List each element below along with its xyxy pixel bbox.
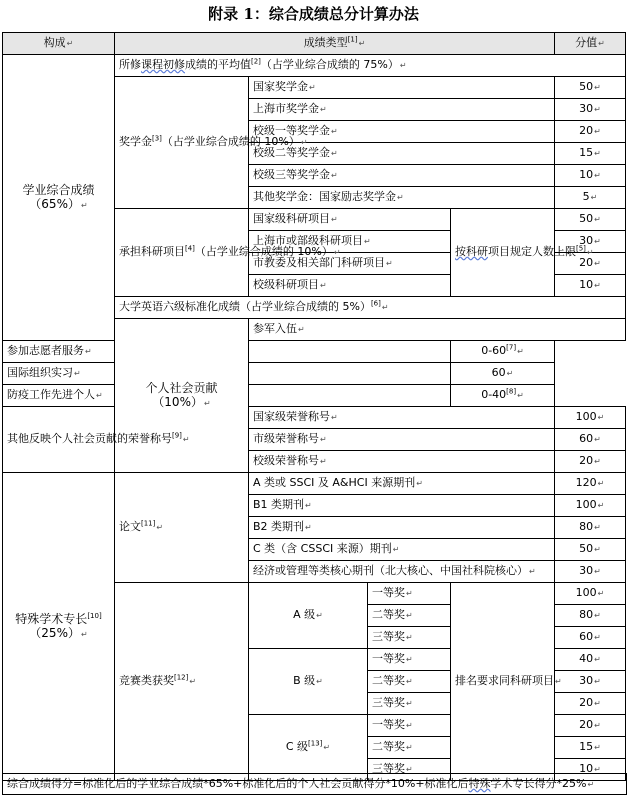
- scholarship-item: 校级二等奖学金↵: [249, 143, 555, 165]
- social-score: 0-60[7]↵: [451, 341, 555, 363]
- honor-item: 市级荣誉称号↵: [249, 429, 555, 451]
- table-row: [3, 407, 626, 429]
- research-score: 10↵: [555, 275, 626, 297]
- contest-score: 20↵: [555, 715, 626, 737]
- research-label: 承担科研项目[4]（占学业综合成绩的 10%）↵: [115, 209, 249, 297]
- contest-prize: 二等奖↵: [368, 671, 451, 693]
- social-item: 防疫工作先进个人↵: [3, 385, 451, 407]
- table-row: [3, 55, 626, 77]
- paper-label: 论文[11]↵: [115, 473, 249, 583]
- header-composition: 构成↵: [3, 33, 115, 55]
- scholarship-label: 奖学金[3]（占学业综合成绩的 10%）↵: [115, 77, 249, 209]
- social-category: 个人社会贡献 （10%）↵: [115, 319, 249, 473]
- contest-score: 100↵: [555, 583, 626, 605]
- honor-item: 国家级荣誉称号↵: [249, 407, 555, 429]
- contest-prize: 一等奖↵: [368, 715, 451, 737]
- academic-weight: （65%）↵: [29, 196, 88, 211]
- honor-label: 其他反映个人社会贡献的荣誉称号[9]↵: [3, 407, 115, 473]
- contest-prize: 三等奖↵: [368, 693, 451, 715]
- scholarship-item: 上海市奖学金↵: [249, 99, 555, 121]
- contest-prize: 一等奖↵: [368, 583, 451, 605]
- social-item: 参加志愿者服务↵: [3, 341, 451, 363]
- contest-score: 10↵: [555, 759, 626, 781]
- research-item: 上海市或部级科研项目↵: [249, 231, 451, 253]
- contest-score: 20↵: [555, 693, 626, 715]
- header-score-type: 成绩类型[1]↵: [115, 33, 555, 55]
- research-item: 市教委及相关部门科研项目↵: [249, 253, 451, 275]
- research-item: 校级科研项目↵: [249, 275, 451, 297]
- contest-prize: 一等奖↵: [368, 649, 451, 671]
- academic-category: 学业综合成绩 （65%）↵: [3, 55, 115, 341]
- contest-prize: 二等奖↵: [368, 737, 451, 759]
- table-row: [3, 363, 626, 385]
- research-item: 国家级科研项目↵: [249, 209, 451, 231]
- special-category: 特殊学术专长[10] （25%）↵: [3, 473, 115, 781]
- gpa-item: 所修课程初修成绩的平均值[2]（占学业综合成绩的 75%）↵: [115, 55, 626, 77]
- scholarship-score: 10↵: [555, 165, 626, 187]
- contest-score: 15↵: [555, 737, 626, 759]
- scholarship-score: 5↵: [555, 187, 626, 209]
- contest-level-c: C 级[13]↵: [249, 715, 368, 781]
- contest-score: 40↵: [555, 649, 626, 671]
- contest-prize: 三等奖↵: [368, 627, 451, 649]
- contest-score: 80↵: [555, 605, 626, 627]
- paper-item: B1 类期刊↵: [249, 495, 555, 517]
- honor-score: 20↵: [555, 451, 626, 473]
- contest-rule: 排名要求同科研项目↵: [451, 583, 555, 781]
- research-score: 20↵: [555, 253, 626, 275]
- score-table: [2, 32, 626, 781]
- paper-item: 经济或管理等类核心期刊（北大核心、中国社科院核心）↵: [249, 561, 555, 583]
- social-item: 国际组织实习↵: [3, 363, 451, 385]
- paper-score: 50↵: [555, 539, 626, 561]
- paper-score: 100↵: [555, 495, 626, 517]
- paper-score: 30↵: [555, 561, 626, 583]
- research-rule: 按科研项目规定人数上限[5]↵: [451, 209, 555, 297]
- cet6-item: 大学英语六级标准化成绩（占学业综合成绩的 5%）[6]↵: [115, 297, 626, 319]
- contest-score: 30↵: [555, 671, 626, 693]
- honor-item: 校级荣誉称号↵: [249, 451, 555, 473]
- scholarship-score: 15↵: [555, 143, 626, 165]
- header-points: 分值↵: [555, 33, 626, 55]
- scholarship-score: 30↵: [555, 99, 626, 121]
- scholarship-item: 国家奖学金↵: [249, 77, 555, 99]
- honor-score: 100↵: [555, 407, 626, 429]
- contest-level-b: B 级↵: [249, 649, 368, 715]
- paper-item: C 类（含 CSSCI 来源）期刊↵: [249, 539, 555, 561]
- research-score: 50↵: [555, 209, 626, 231]
- social-weight: （10%）↵: [152, 394, 211, 409]
- paper-item: A 类或 SSCI 及 A&HCI 来源期刊↵: [249, 473, 555, 495]
- contest-prize: 三等奖↵: [368, 759, 451, 781]
- scholarship-item: 校级三等奖学金↵: [249, 165, 555, 187]
- social-score: 60↵: [451, 363, 555, 385]
- research-score: 30↵: [555, 231, 626, 253]
- scholarship-score: 50↵: [555, 77, 626, 99]
- paper-score: 80↵: [555, 517, 626, 539]
- table-row: [3, 341, 626, 363]
- special-weight: （25%）↵: [29, 625, 88, 640]
- social-score: 0-40[8]↵: [451, 385, 555, 407]
- contest-level-a: A 级↵: [249, 583, 368, 649]
- header-row: [3, 33, 626, 55]
- social-item: 参军入伍↵: [249, 319, 626, 341]
- page-title: 附录 1：综合成绩总分计算办法: [208, 5, 419, 23]
- contest-label: 竞赛类获奖[12]↵: [115, 583, 249, 781]
- scholarship-item: 其他奖学金：国家励志奖学金↵: [249, 187, 555, 209]
- contest-prize: 二等奖↵: [368, 605, 451, 627]
- total-formula: 综合成绩得分=标准化后的学业综合成绩*65%+标准化后的个人社会贡献得分*10%+标准化后特殊学术专长得分*25%↵: [2, 773, 627, 795]
- honor-score: 60↵: [555, 429, 626, 451]
- paper-score: 120↵: [555, 473, 626, 495]
- contest-score: 60↵: [555, 627, 626, 649]
- scholarship-score: 20↵: [555, 121, 626, 143]
- table-row: [3, 385, 626, 407]
- scholarship-item: 校级一等奖学金↵: [249, 121, 555, 143]
- table-row: [3, 473, 626, 495]
- paper-item: B2 类期刊↵: [249, 517, 555, 539]
